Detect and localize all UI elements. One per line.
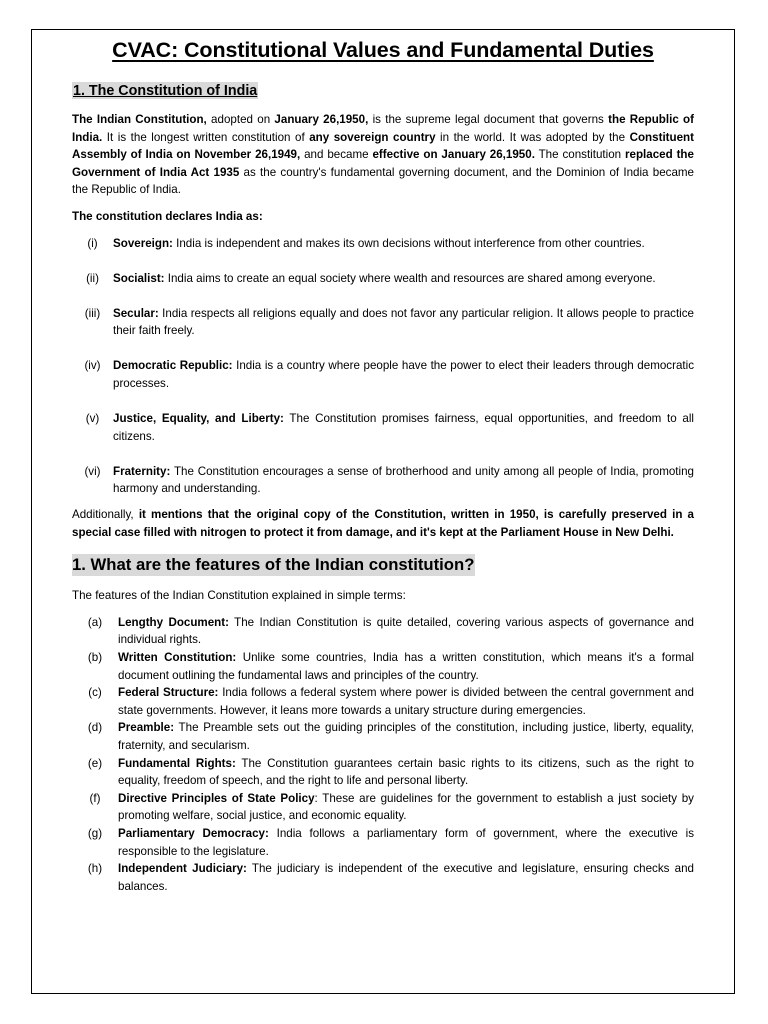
list-term: Preamble: <box>118 721 175 735</box>
list-item <box>72 649 694 684</box>
list-text: India is a country where people have the power to elect their leaders through democratic processes. <box>113 359 695 391</box>
list-item <box>72 235 694 253</box>
list-text: The Constitution promises fairness, equal opportunities, and freedom to all citizens. <box>113 412 695 443</box>
list-item <box>72 755 694 790</box>
list-marker: (iv) <box>84 359 101 373</box>
bold-text-run: any sovereign country <box>309 130 436 144</box>
list-marker: (g) <box>87 826 103 840</box>
text-run: The constitution <box>534 148 625 162</box>
text-run: and became <box>300 148 373 162</box>
list-text: The Preamble sets out the guiding principles of the constitution, including justice, liberty, equality, fraternity, and secularism. <box>118 721 694 752</box>
list-text: : These are guidelines for the government to establish a just society by promoting welfare, social justice, and economic equality. <box>118 791 694 823</box>
list-marker: (iii) <box>84 306 101 320</box>
list-item <box>72 825 694 860</box>
additional-paragraph <box>72 506 694 541</box>
bold-text-run: effective on January 26,1950. <box>372 148 535 162</box>
bold-text-run: it mentions that the original copy of the Constitution, written in 1950, is carefully preserved in a special case filled with nitrogen to protect it from damage, and it's kept at the Parliament House in New Delhi. <box>72 508 695 539</box>
list-item <box>72 270 694 288</box>
list-text: India follows a federal system where power is divided between the central government and state governments. However, it leans more towards a unitary structure during emergencies. <box>118 686 694 717</box>
bold-text-run: January 26,1950, <box>274 113 369 126</box>
declares-list <box>72 235 694 498</box>
list-marker: (i) <box>87 236 98 250</box>
list-item <box>72 463 694 498</box>
intro-paragraph <box>72 111 694 199</box>
list-term: Justice, Equality, and Liberty: <box>113 412 284 426</box>
text-run: It is the longest written constitution of <box>102 130 310 144</box>
section-heading-constitution: 1. The Constitution of India <box>73 83 258 99</box>
bold-text-run: The Indian Constitution, <box>72 113 207 126</box>
text-run: as the country's fundamental governing document, and the Dominion of India became the Republic of India. <box>72 165 694 197</box>
list-text: The judiciary is independent of the executive and legislature, ensuring checks and balances. <box>118 862 694 893</box>
list-term: Sovereign: <box>113 236 173 250</box>
list-term: Written Constitution: <box>118 650 237 664</box>
list-marker: (v) <box>85 412 100 426</box>
bold-text-run: replaced the Government of India Act 1935 <box>72 148 694 179</box>
list-item <box>72 357 694 392</box>
list-item <box>72 614 694 649</box>
list-item <box>72 719 694 754</box>
list-text: The Indian Constitution is quite detailed, covering various aspects of governance and individual rights. <box>118 615 694 647</box>
text-run: Additionally, <box>72 508 139 521</box>
document-content <box>72 38 694 895</box>
list-item <box>72 860 694 895</box>
text-run: is the supreme legal document that governs <box>368 113 609 126</box>
list-marker: (ii) <box>86 271 99 285</box>
text-run: in the world. It was adopted by the <box>435 130 630 144</box>
list-term: Federal Structure: <box>118 686 219 700</box>
list-term: Fraternity: <box>113 464 171 478</box>
section-heading-features: 1. What are the features of the Indian constitution? <box>72 555 475 575</box>
list-text: India respects all religions equally and does not favor any particular religion. It allows people to practice their faith freely. <box>113 306 694 338</box>
list-marker: (f) <box>89 791 101 805</box>
list-text: The Constitution guarantees certain basic rights to its citizens, such as the right to equality, freedom of speech, and the right to life and personal liberty. <box>118 756 694 788</box>
list-term: Democratic Republic: <box>113 359 233 373</box>
list-term: Socialist: <box>113 271 165 285</box>
list-term: Directive Principles of State Policy <box>118 791 315 805</box>
features-intro: The features of the Indian Constitution explained in simple terms: <box>72 589 406 603</box>
page-title: CVAC: Constitutional Values and Fundamental Duties <box>112 38 654 62</box>
list-text: Unlike some countries, India has a written constitution, which means it's a formal document outlining the fundamental laws and principles of the country. <box>118 650 694 682</box>
list-item <box>72 410 694 445</box>
list-marker: (a) <box>87 615 103 629</box>
list-term: Independent Judiciary: <box>118 862 247 876</box>
list-term: Lengthy Document: <box>118 615 229 629</box>
list-marker: (b) <box>87 650 103 664</box>
list-term: Parliamentary Democracy: <box>118 826 269 840</box>
list-marker: (h) <box>87 862 103 876</box>
list-item <box>72 305 694 340</box>
list-text: India is independent and makes its own decisions without interference from other countries. <box>172 236 645 250</box>
list-item <box>72 684 694 719</box>
features-list <box>72 614 694 896</box>
declares-heading: The constitution declares India as: <box>72 209 263 223</box>
list-marker: (c) <box>88 686 102 700</box>
list-text: India follows a parliamentary form of government, where the executive is responsible to the legislature. <box>118 826 694 858</box>
list-marker: (e) <box>87 756 103 770</box>
list-marker: (d) <box>87 721 103 735</box>
bold-text-run: the Republic of India. <box>72 113 694 144</box>
list-item <box>72 790 694 825</box>
list-term: Secular: <box>113 306 159 320</box>
list-text: India aims to create an equal society where wealth and resources are shared among everyone. <box>164 271 656 285</box>
text-run: adopted on <box>206 113 275 126</box>
document-page <box>31 29 735 994</box>
bold-text-run: Constituent Assembly of India on November 26,1949, <box>72 130 694 162</box>
list-term: Fundamental Rights: <box>118 756 236 770</box>
list-text: The Constitution encourages a sense of brotherhood and unity among all people of India, promoting harmony and understanding. <box>113 464 694 496</box>
list-marker: (vi) <box>84 464 101 478</box>
